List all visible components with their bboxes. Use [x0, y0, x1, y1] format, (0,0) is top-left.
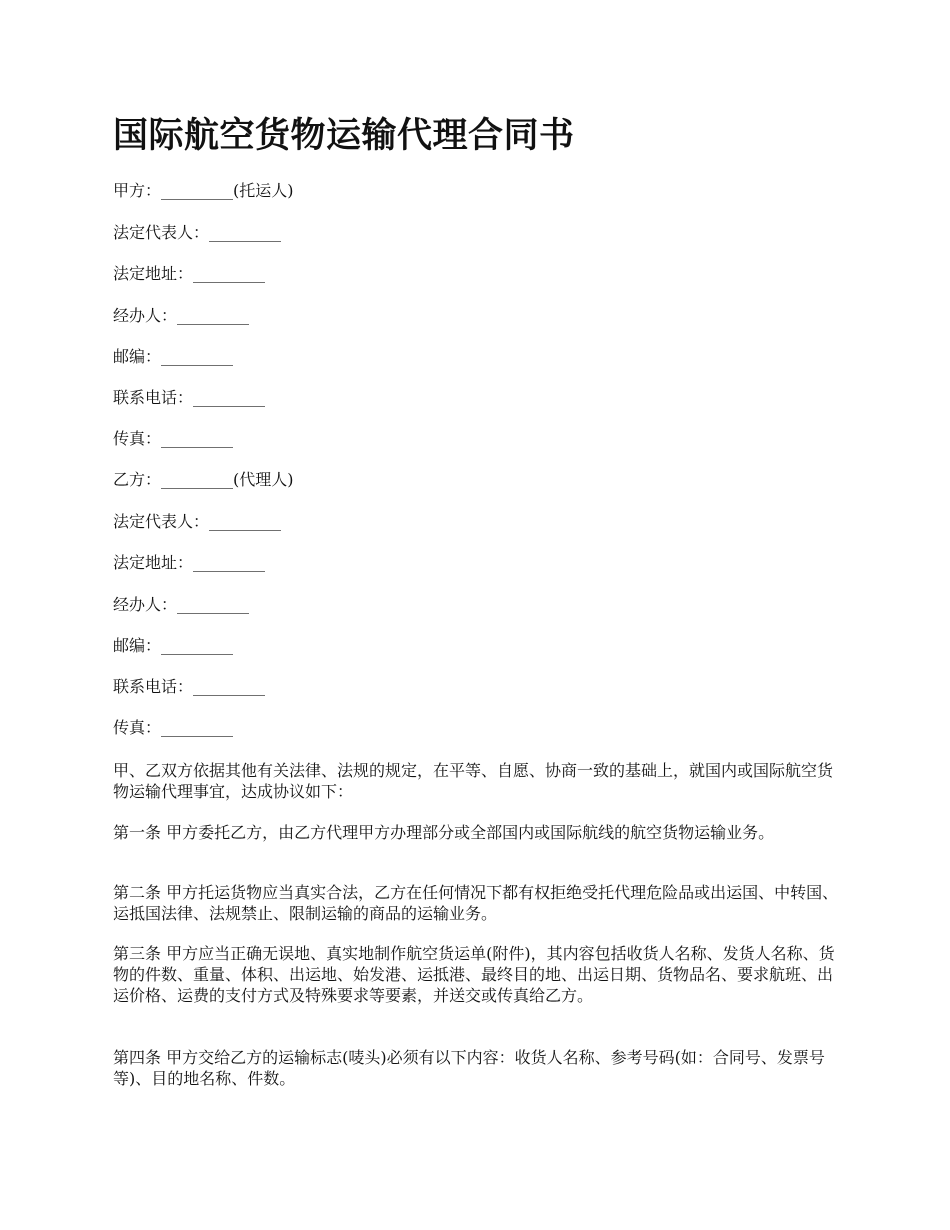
party-b-name-field: 乙方：_________(代理人) — [113, 470, 294, 489]
party-b-address-field: 法定地址：_________ — [113, 553, 266, 572]
party-b-phone-field: 联系电话：_________ — [113, 677, 266, 696]
preamble-paragraph: 甲、乙双方依据其他有关法律、法规的规定，在平等、自愿、协商一致的基础上，就国内或国际航空货物运输代理事宜，达成协议如下： — [113, 761, 834, 801]
article-1-paragraph: 第一条 甲方委托乙方，由乙方代理甲方办理部分或全部国内或国际航线的航空货物运输业务。 — [113, 823, 775, 842]
article-3-paragraph: 第三条 甲方应当正确无误地、真实地制作航空货运单(附件)，其内容包括收货人名称、发货人名称、货物的件数、重量、体积、出运地、始发港、运抵港、最终目的地、出运日期、货物品名、要求航班、出运价格、运费的支付方式及特殊要求等要素，并送交或传真给乙方。 — [113, 944, 835, 1005]
party-a-phone-field: 联系电话：_________ — [113, 388, 266, 407]
party-a-name-field: 甲方：_________(托运人) — [113, 181, 294, 200]
party-a-postcode-field: 邮编：_________ — [113, 347, 234, 366]
party-b-fax-field: 传真：_________ — [113, 718, 234, 737]
document-title: 国际航空货物运输代理合同书 — [113, 116, 575, 156]
article-2-paragraph: 第二条 甲方托运货物应当真实合法，乙方在任何情况下都有权拒绝受托代理危险品或出运国、中转国、运抵国法律、法规禁止、限制运输的商品的运输业务。 — [113, 883, 839, 923]
party-b-postcode-field: 邮编：_________ — [113, 636, 234, 655]
article-4-paragraph: 第四条 甲方交给乙方的运输标志(唛头)必须有以下内容：收货人名称、参考号码(如：合同号、发票号等)、目的地名称、件数。 — [113, 1048, 825, 1088]
party-b-legal-rep-field: 法定代表人：_________ — [113, 512, 282, 531]
party-a-fax-field: 传真：_________ — [113, 429, 234, 448]
party-a-address-field: 法定地址：_________ — [113, 264, 266, 283]
document-page — [113, 0, 843, 1230]
party-a-legal-rep-field: 法定代表人：_________ — [113, 223, 282, 242]
party-a-handler-field: 经办人：_________ — [113, 306, 250, 325]
party-b-handler-field: 经办人：_________ — [113, 595, 250, 614]
